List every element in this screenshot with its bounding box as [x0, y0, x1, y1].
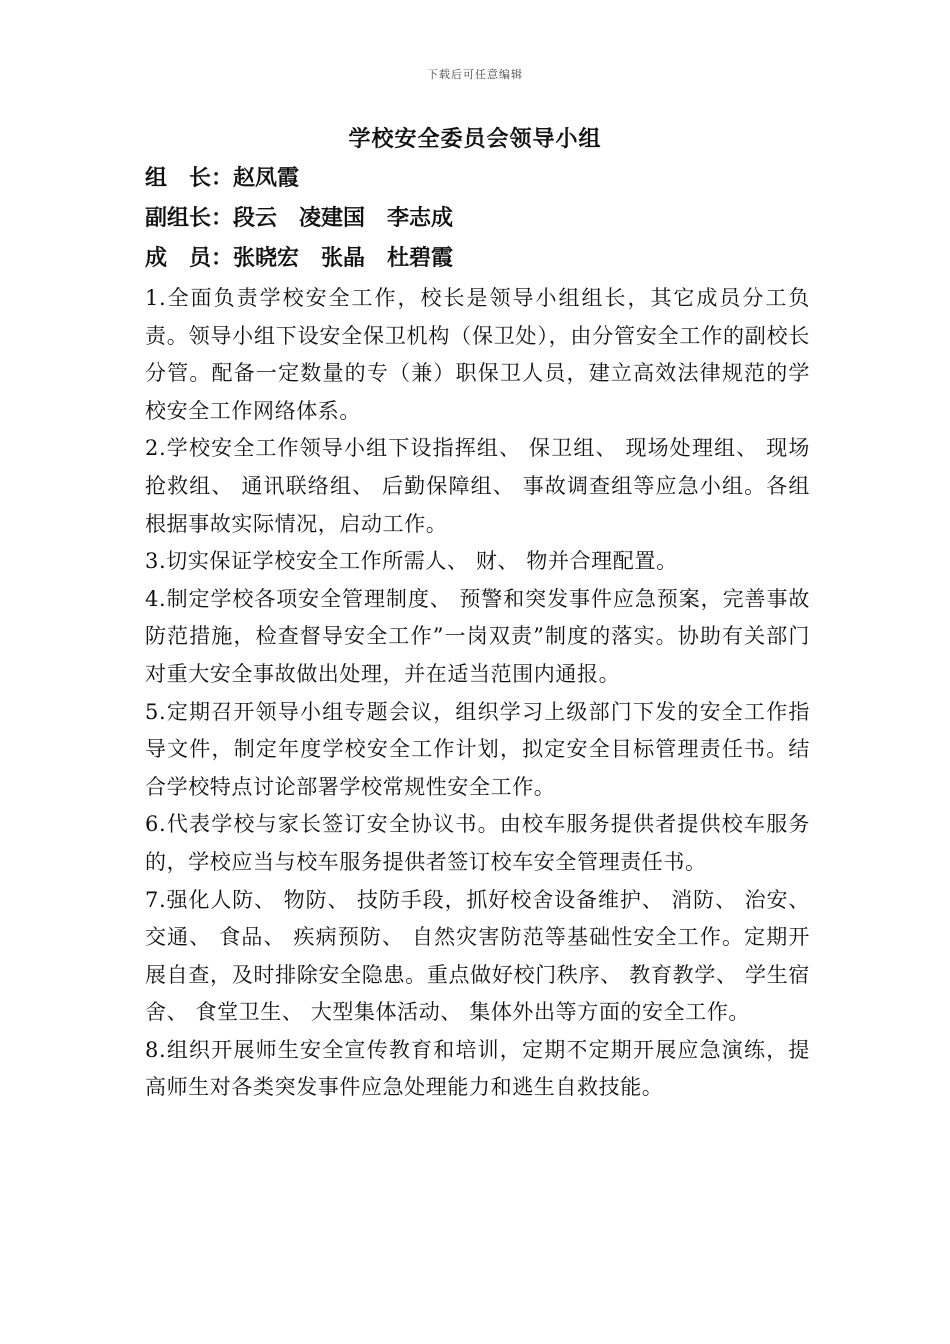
clause-8: 8.组织开展师生安全宣传教育和培训，定期不定期开展应急演练，提高师生对各类突发事件应急处理能力和逃生自救技能。 — [145, 1037, 810, 1100]
header-note: 下载后可任意编辑 — [427, 68, 523, 81]
clause-5: 5.定期召开领导小组专题会议，组织学习上级部门下发的安全工作指导文件，制定年度学校安全工作计划，拟定安全目标管理责任书。结合学校特点讨论部署学校常规性安全工作。 — [145, 699, 810, 799]
roster-role-leader: 组 长： — [145, 165, 234, 191]
clause-1: 1.全面负责学校安全工作，校长是领导小组组长，其它成员分工负责。领导小组下设安全保卫机构（保卫处），由分管安全工作的副校长分管。配备一定数量的专（兼）职保卫人员，建立高效法律规范的学校安全工作网络体系。 — [145, 286, 810, 423]
clause-2: 2.学校安全工作领导小组下设指挥组、 保卫组、 现场处理组、 现场抢救组、 通讯联络组、 后勤保障组、 事故调查组等应急小组。各组根据事故实际情况，启动工作。 — [145, 436, 810, 536]
clause-4: 4.制定学校各项安全管理制度、 预警和突发事件应急预案，完善事故防范措施，检查督导安全工作”一岗双责”制度的落实。协助有关部门对重大安全事故做出处理，并在适当范围内通报。 — [145, 586, 810, 686]
clause-7: 7.强化人防、 物防、 技防手段，抓好校舍设备维护、 消防、 治安、 交通、 食品、 疾病预防、 自然灾害防范等基础性安全工作。定期开展自查，及时排除安全隐患。重点做好校门秩序、 教育教学、 学生宿舍、 食堂卫生、 大型集体活动、 集体外出等方面的安全工作。 — [145, 887, 810, 1025]
roster-names-deputy: 段云 凌建国 李志成 — [233, 205, 454, 231]
clause-6: 6.代表学校与家长签订安全协议书。由校车服务提供者提供校车服务的，学校应当与校车服务提供者签订校车安全管理责任书。 — [145, 812, 810, 874]
roster-line-leader — [145, 158, 815, 198]
clause-list — [145, 280, 810, 1107]
roster-names-members: 张晓宏 张晶 杜碧霞 — [233, 245, 454, 271]
roster-names-leader: 赵凤霞 — [233, 165, 300, 191]
roster — [145, 158, 815, 278]
document-title: 学校安全委员会领导小组 — [348, 126, 602, 152]
clause-3: 3.切实保证学校安全工作所需人、 财、 物并合理配置。 — [145, 549, 678, 574]
roster-role-members: 成 员： — [145, 245, 234, 271]
roster-role-deputy: 副组长： — [145, 205, 234, 231]
roster-line-members — [145, 238, 815, 278]
roster-line-deputy — [145, 198, 815, 238]
